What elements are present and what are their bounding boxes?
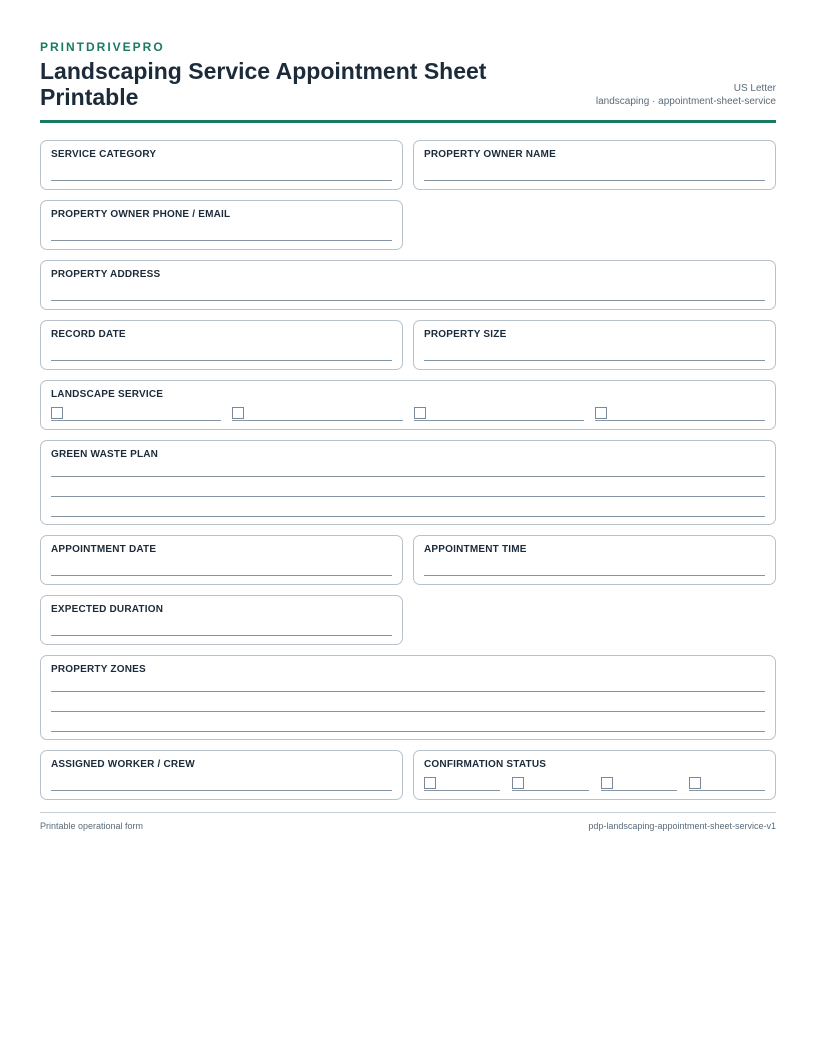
field-label: LANDSCAPE SERVICE	[51, 389, 164, 400]
landscape-service-option	[595, 407, 765, 421]
footer-note: Printable operational form	[40, 821, 144, 831]
confirmation-status-option	[424, 777, 500, 791]
property-address-input-line[interactable]	[51, 300, 765, 301]
property-size-field	[413, 320, 776, 370]
field-label: SERVICE CATEGORY	[51, 149, 157, 160]
owner-name-input-line[interactable]	[424, 180, 765, 181]
field-label: PROPERTY OWNER PHONE / EMAIL	[51, 209, 231, 220]
property-zones-line-3[interactable]	[51, 731, 765, 732]
service-category-field	[40, 140, 403, 190]
field-label: CONFIRMATION STATUS	[424, 759, 547, 770]
checkbox[interactable]	[595, 407, 607, 419]
document-tags: landscaping · appointment-sheet-service	[595, 96, 776, 107]
field-label: APPOINTMENT TIME	[424, 544, 527, 555]
form-header	[40, 59, 776, 123]
landscape-service-options	[51, 407, 765, 421]
field-label: PROPERTY ADDRESS	[51, 269, 161, 280]
form-footer	[40, 812, 776, 831]
appointment-date-field	[40, 535, 403, 585]
checkbox[interactable]	[512, 777, 524, 789]
property-address-field	[40, 260, 776, 310]
checkbox[interactable]	[414, 407, 426, 419]
green-waste-plan-line-2[interactable]	[51, 496, 765, 497]
record-date-field	[40, 320, 403, 370]
confirmation-status-field	[413, 750, 776, 800]
field-label: EXPECTED DURATION	[51, 604, 164, 615]
owner-name-field	[413, 140, 776, 190]
field-label: APPOINTMENT DATE	[51, 544, 157, 555]
expected-duration-field	[40, 595, 403, 645]
checkbox[interactable]	[51, 407, 63, 419]
checkbox[interactable]	[232, 407, 244, 419]
property-zones-field	[40, 655, 776, 740]
document-meta	[596, 82, 776, 110]
field-label: ASSIGNED WORKER / CREW	[51, 759, 195, 770]
green-waste-plan-line-3[interactable]	[51, 516, 765, 517]
assigned-worker-field	[40, 750, 403, 800]
assigned-worker-input-line[interactable]	[51, 790, 392, 791]
field-label: GREEN WASTE PLAN	[51, 449, 159, 460]
paper-size: US Letter	[733, 83, 776, 94]
expected-duration-input-line[interactable]	[51, 635, 392, 636]
landscape-service-option	[51, 407, 221, 421]
form-page	[40, 40, 776, 831]
service-category-input-line[interactable]	[51, 180, 392, 181]
appointment-time-input-line[interactable]	[424, 575, 765, 576]
brand-logo-text: PRINTDRIVEPRO	[40, 40, 165, 54]
property-size-input-line[interactable]	[424, 360, 765, 361]
confirmation-status-option	[601, 777, 677, 791]
landscape-service-field	[40, 380, 776, 430]
page-title: Landscaping Service Appointment Sheet Printable	[40, 58, 487, 110]
appointment-time-field	[413, 535, 776, 585]
confirmation-status-options	[424, 777, 765, 791]
owner-contact-input-line[interactable]	[51, 240, 392, 241]
property-zones-line-2[interactable]	[51, 711, 765, 712]
field-label: PROPERTY OWNER NAME	[424, 149, 556, 160]
form-id: pdp-landscaping-appointment-sheet-service-v1	[588, 821, 776, 831]
green-waste-plan-line-1[interactable]	[51, 476, 765, 477]
field-label: RECORD DATE	[51, 329, 126, 340]
appointment-date-input-line[interactable]	[51, 575, 392, 576]
property-zones-line-1[interactable]	[51, 691, 765, 692]
checkbox[interactable]	[424, 777, 436, 789]
record-date-input-line[interactable]	[51, 360, 392, 361]
confirmation-status-option	[689, 777, 765, 791]
owner-contact-field	[40, 200, 403, 250]
checkbox[interactable]	[689, 777, 701, 789]
field-label: PROPERTY ZONES	[51, 664, 146, 675]
checkbox[interactable]	[601, 777, 613, 789]
green-waste-plan-field	[40, 440, 776, 525]
landscape-service-option	[232, 407, 402, 421]
field-label: PROPERTY SIZE	[424, 329, 507, 340]
confirmation-status-option	[512, 777, 588, 791]
landscape-service-option	[414, 407, 584, 421]
